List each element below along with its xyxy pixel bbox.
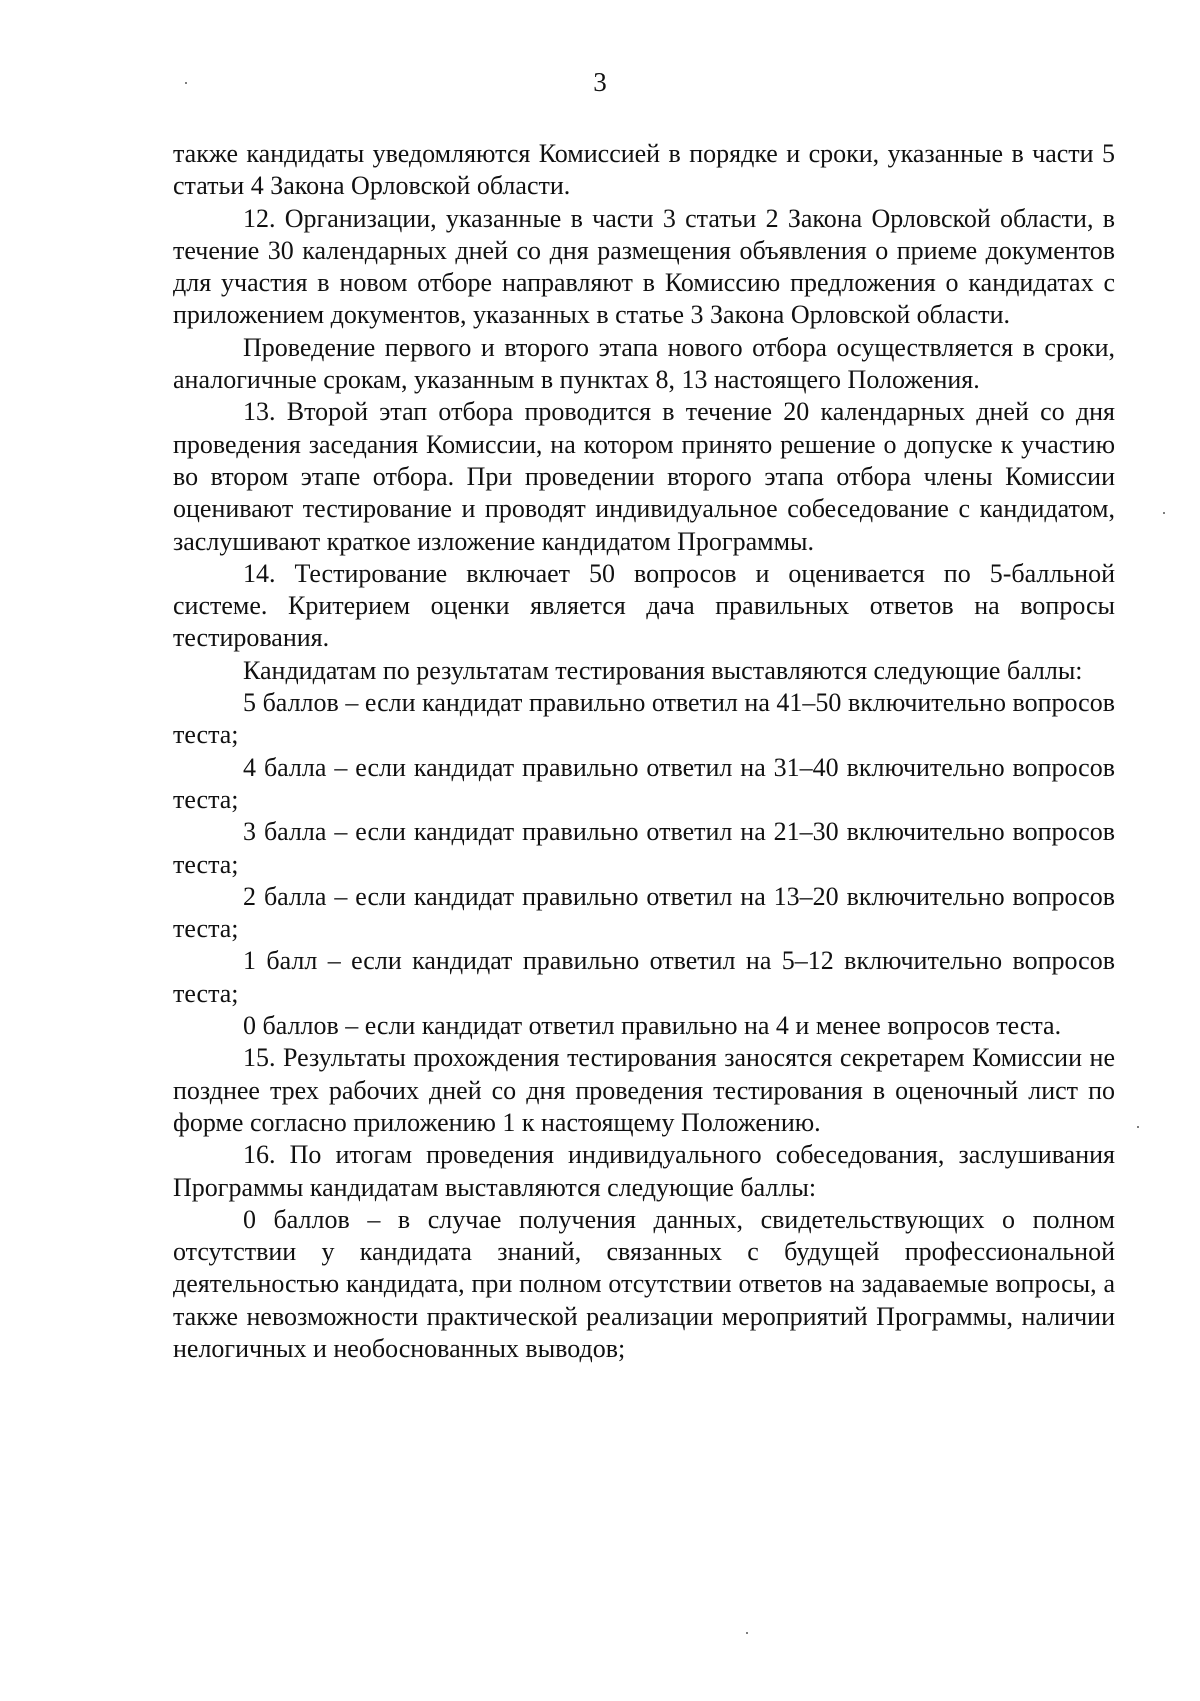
paragraph-score-0: 0 баллов – если кандидат ответил правильно на 4 и менее вопросов теста.	[243, 1011, 1062, 1041]
paragraph-test-scores-intro: Кандидатам по результатам тестирования выставляются следующие баллы:	[243, 655, 1083, 685]
paragraph-item-12: 12. Организации, указанные в части 3 статьи 2 Закона Орловской области, в течение 30 календарных дней со дня размещения объявления о приеме документов для участия в новом отборе направляют в Комиссию предложения о кандидатах с приложением документов, указанных в статье 3 Закона Орловской области.	[173, 203, 1115, 330]
paragraph-item-15: 15. Результаты прохождения тестирования заносятся секретарем Комиссии не позднее трех рабочих дней со дня проведения тестирования в оценочный лист по форме согласно приложению 1 к настоящему Положению.	[173, 1043, 1115, 1137]
scan-speck	[1137, 1126, 1139, 1128]
paragraph-score-4: 4 балла – если кандидат правильно ответил на 31–40 включительно вопросов теста;	[173, 752, 1115, 814]
paragraph-score-1: 1 балл – если кандидат правильно ответил на 5–12 включительно вопросов теста;	[173, 946, 1115, 1008]
scan-speck	[185, 82, 187, 84]
paragraph-item-16: 16. По итогам проведения индивидуального собеседования, заслушивания Программы кандидатам выставляются следующие баллы:	[173, 1140, 1115, 1202]
paragraph-score-5: 5 баллов – если кандидат правильно ответил на 41–50 включительно вопросов теста;	[173, 688, 1115, 750]
page-number: 3	[593, 67, 607, 97]
paragraph-interview-score-0: 0 баллов – в случае получения данных, свидетельствующих о полном отсутствии у кандидата знаний, связанных с будущей профессиональной деятельностью кандидата, при полном отсутствии ответов на задаваемые вопросы, а также невозможности практической реализации мероприятий Программы, наличии нелогичных и необоснованных выводов;	[173, 1204, 1115, 1363]
paragraph-continuation: также кандидаты уведомляются Комиссией в порядке и сроки, указанные в части 5 статьи 4 Закона Орловской области.	[173, 139, 1115, 201]
paragraph-new-selection-stages: Проведение первого и второго этапа нового отбора осуществляется в сроки, аналогичные срокам, указанным в пунктах 8, 13 настоящего Положения.	[173, 332, 1115, 395]
scan-speck	[746, 1632, 748, 1634]
paragraph-item-13: 13. Второй этап отбора проводится в течение 20 календарных дней со дня проведения заседания Комиссии, на котором принято решение о допуске к участию во втором этапе отбора. При проведении второго этапа отбора члены Комиссии оценивают тестирование и проводят индивидуальное собеседование с кандидатом, заслушивают краткое изложение кандидатом Программы.	[173, 397, 1115, 556]
paragraph-score-3: 3 балла – если кандидат правильно ответил на 21–30 включительно вопросов теста;	[173, 817, 1115, 879]
scan-speck	[1163, 512, 1165, 514]
paragraph-score-2: 2 балла – если кандидат правильно ответил на 13–20 включительно вопросов теста;	[173, 881, 1115, 944]
paragraph-item-14: 14. Тестирование включает 50 вопросов и оценивается по 5-балльной системе. Критерием оценки является дача правильных ответов на вопросы тестирования.	[173, 558, 1115, 653]
document-body	[173, 138, 1115, 1365]
